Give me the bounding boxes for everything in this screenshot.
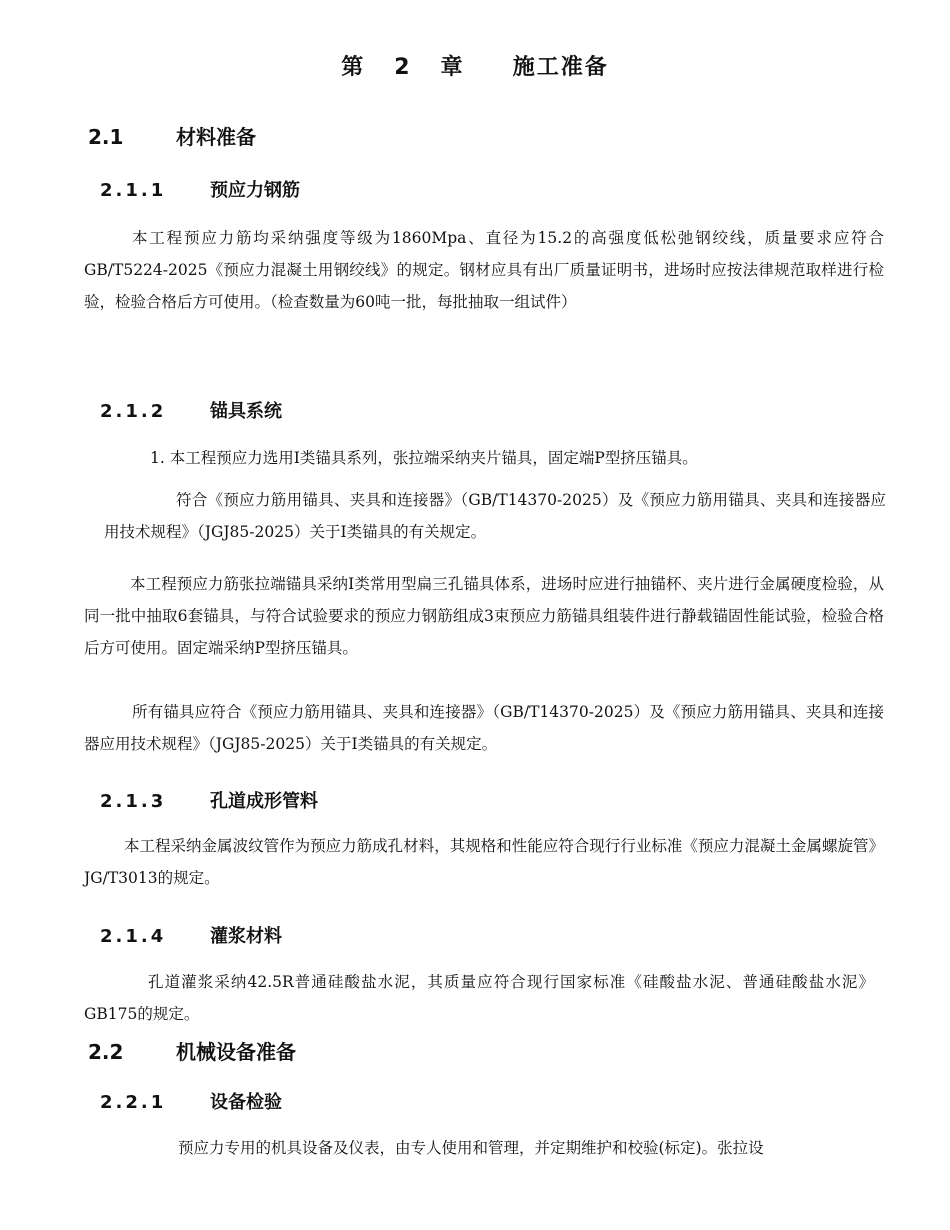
section-title: 预应力钢筋 — [210, 180, 300, 201]
chapter-title: 施工准备 — [512, 55, 609, 80]
section-number: 2.2.1 — [100, 1092, 167, 1113]
paragraph-all-anchors: 所有锚具应符合《预应力筋用锚具、夹具和连接器》（GB/T14370-2025）及《预应力筋用锚具、夹具和连接器应用技术规程》（JGJ85-2025）关于Ⅰ类锚具的有关规定。 — [84, 703, 884, 753]
paragraph-anchor-selection: 1. 本工程预应力选用Ⅰ类锚具系列，张拉端采纳夹片锚具，固定端P型挤压锚具。 — [150, 449, 698, 467]
section-heading-2-1 — [88, 121, 256, 150]
section-title: 灌浆材料 — [210, 926, 282, 947]
section-heading-2-2-1 — [100, 1088, 282, 1114]
chapter-heading — [0, 50, 950, 81]
paragraph-duct-material: 本工程采纳金属波纹管作为预应力筋成孔材料，其规格和性能应符合现行行业标准《预应力混凝土金属螺旋管》JG/T3013的规定。 — [84, 837, 884, 887]
section-title: 锚具系统 — [210, 401, 282, 422]
paragraph-anchor-standard: 符合《预应力筋用锚具、夹具和连接器》（GB/T14370-2025）及《预应力筋用锚具、夹具和连接器应用技术规程》（JGJ85-2025）关于Ⅰ类锚具的有关规定。 — [104, 491, 886, 541]
section-heading-2-1-2 — [100, 397, 282, 423]
section-title: 机械设备准备 — [176, 1040, 296, 1064]
section-title: 材料准备 — [176, 125, 256, 149]
section-title: 孔道成形管料 — [210, 791, 318, 812]
chapter-number: 2 — [394, 55, 412, 80]
chapter-unit: 章 — [440, 55, 465, 80]
section-heading-2-1-1 — [100, 176, 300, 202]
section-title: 设备检验 — [210, 1092, 282, 1113]
paragraph-anchor-inspection: 本工程预应力筋张拉端锚具采纳Ⅰ类常用型扁三孔锚具体系，进场时应进行抽锚杯、夹片进行金属硬度检验，从同一批中抽取6套锚具，与符合试验要求的预应力钢筋组成3束预应力筋锚具组装件进行静载锚固性能试验，检验合格后方可使用。固定端采纳P型挤压锚具。 — [84, 575, 884, 657]
section-number: 2.1.3 — [100, 791, 167, 812]
section-number: 2.1.4 — [100, 926, 167, 947]
section-number: 2.1.1 — [100, 180, 167, 201]
section-heading-2-1-4 — [100, 922, 282, 948]
section-number: 2.1 — [88, 125, 124, 149]
section-heading-2-1-3 — [100, 787, 318, 813]
paragraph-prestressing-steel: 本工程预应力筋均采纳强度等级为1860Mpa、直径为15.2的高强度低松弛钢绞线，质量要求应符合GB/T5224-2025《预应力混凝土用钢绞线》的规定。钢材应具有出厂质量证明书，进场时应按法律规范取样进行检验，检验合格后方可使用。（检查数量为60吨一批，每批抽取一组试件） — [84, 229, 884, 311]
paragraph-equipment-inspection: 预应力专用的机具设备及仪表，由专人使用和管理，并定期维护和校验(标定)。张拉设 — [178, 1139, 764, 1157]
paragraph-grouting-material: 孔道灌浆采纳42.5R普通硅酸盐水泥，其质量应符合现行国家标准《硅酸盐水泥、普通硅酸盐水泥》GB175的规定。 — [84, 973, 874, 1023]
chapter-label: 第 — [341, 55, 366, 80]
section-heading-2-2 — [88, 1036, 296, 1065]
section-number: 2.2 — [88, 1040, 124, 1064]
section-number: 2.1.2 — [100, 401, 167, 422]
